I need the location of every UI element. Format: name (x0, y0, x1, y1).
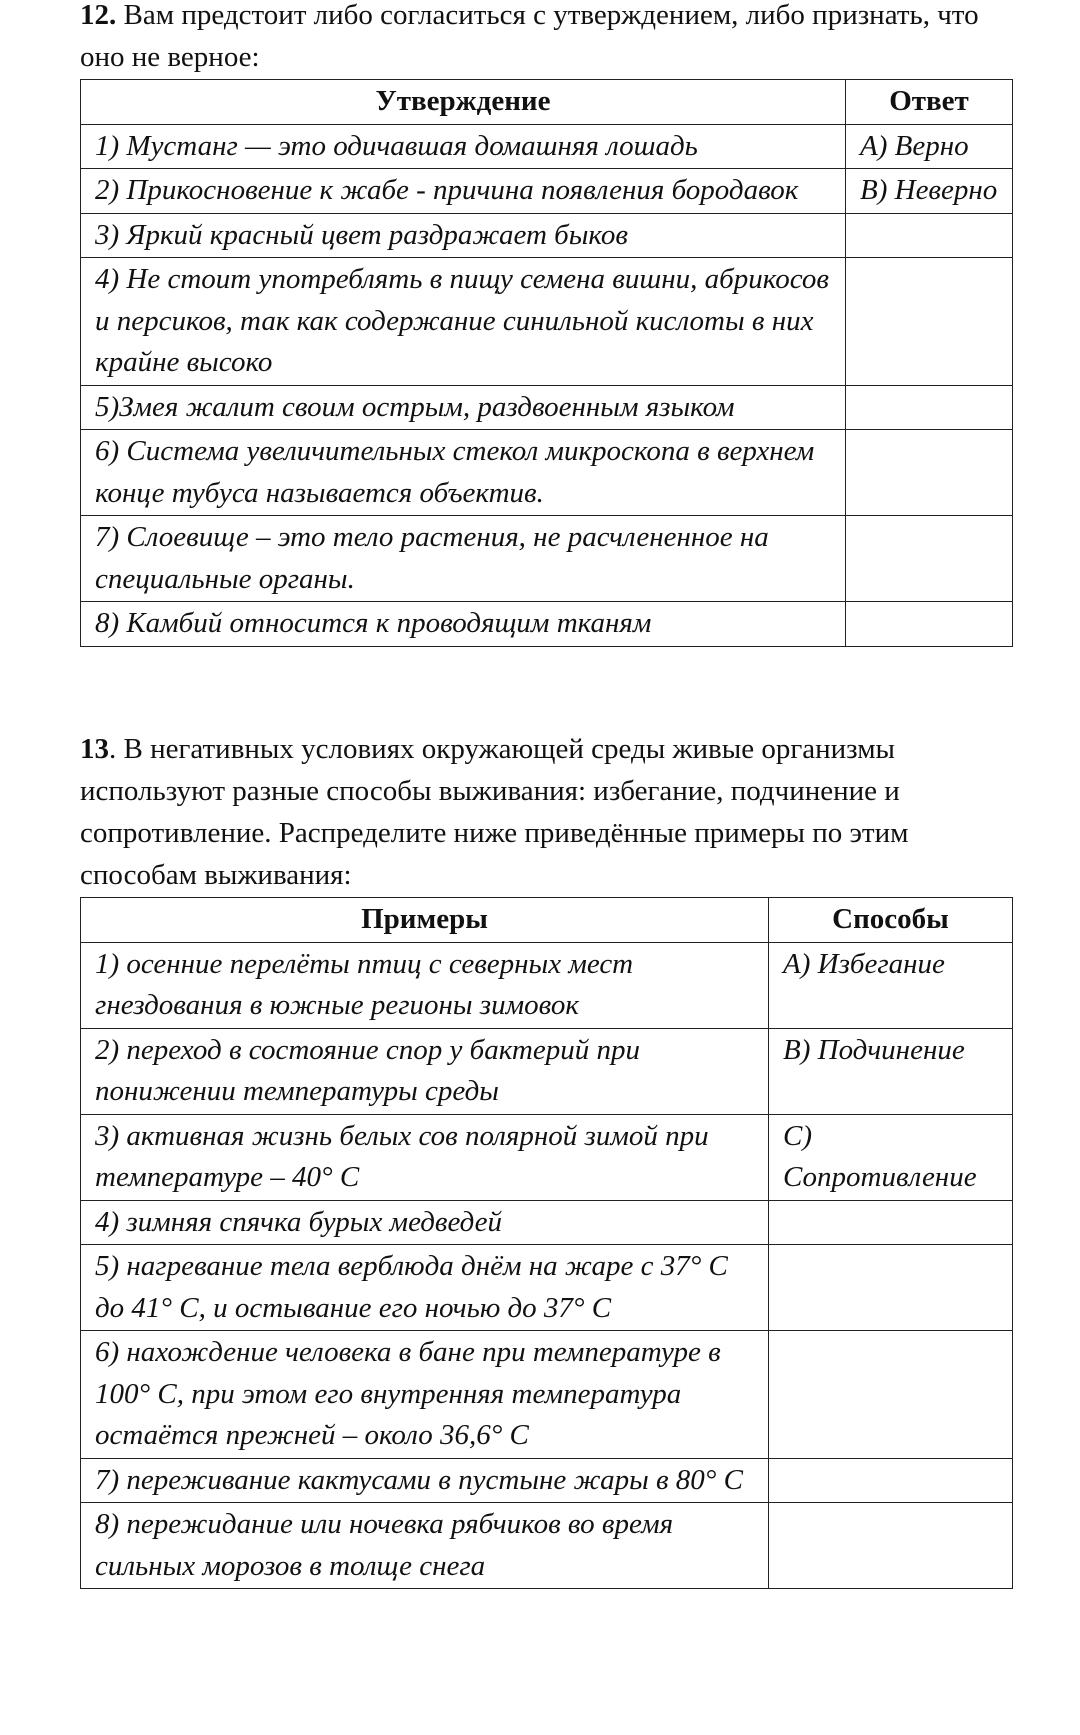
table-row (81, 430, 1013, 516)
example-cell: 8) пережидание или ночевка рябчиков во время сильных морозов в толще снега (81, 1503, 769, 1589)
task-12-intro-text: Вам предстоит либо согласиться с утверждением, либо признать, что оно не верное: (80, 0, 979, 73)
answer-cell (846, 602, 1013, 647)
statement-cell: 8) Камбий относится к проводящим тканям (81, 602, 846, 647)
table-header-row (81, 80, 1013, 125)
examples-table (80, 897, 1013, 1589)
table-row (81, 385, 1013, 430)
example-cell: 7) переживание кактусами в пустыне жары в 80° С (81, 1458, 769, 1503)
answer-cell: А) Верно (846, 124, 1013, 169)
table-row (81, 1114, 1013, 1200)
statement-cell: 4) Не стоит употреблять в пищу семена вишни, абрикосов и персиков, так как содержание синильной кислоты в них крайне высоко (81, 258, 846, 386)
header-statement: Утверждение (81, 80, 846, 125)
example-cell: 3) активная жизнь белых сов полярной зимой при температуре – 40° С (81, 1114, 769, 1200)
example-cell: 5) нагревание тела верблюда днём на жаре с 37° С до 41° С, и остывание его ночью до 37° С (81, 1245, 769, 1331)
method-cell (769, 1245, 1013, 1331)
task-13-intro (80, 728, 1015, 896)
task-13-number: 13 (80, 733, 109, 765)
task-12-number: 12. (80, 0, 117, 31)
statement-cell: 5)Змея жалит своим острым, раздвоенным языком (81, 385, 846, 430)
table-row (81, 516, 1013, 602)
table-row (81, 1200, 1013, 1245)
example-cell: 6) нахождение человека в бане при температуре в 100° С, при этом его внутренняя температура остаётся прежней – около 36,6° С (81, 1331, 769, 1459)
answer-cell (846, 516, 1013, 602)
statements-table (80, 79, 1013, 647)
table-row (81, 1245, 1013, 1331)
table-row (81, 169, 1013, 214)
method-cell: В) Подчинение (769, 1028, 1013, 1114)
table-header-row (81, 898, 1013, 943)
table-row (81, 213, 1013, 258)
header-methods: Способы (769, 898, 1013, 943)
answer-cell (846, 258, 1013, 386)
statement-cell: 3) Яркий красный цвет раздражает быков (81, 213, 846, 258)
method-cell (769, 1503, 1013, 1589)
example-cell: 4) зимняя спячка бурых медведей (81, 1200, 769, 1245)
statement-cell: 7) Слоевище – это тело растения, не расчлененное на специальные органы. (81, 516, 846, 602)
task-12-intro (80, 0, 1015, 78)
answer-cell (846, 430, 1013, 516)
header-answer: Ответ (846, 80, 1013, 125)
table-row (81, 602, 1013, 647)
method-cell: А) Избегание (769, 942, 1013, 1028)
table-row (81, 1331, 1013, 1459)
statement-cell: 1) Мустанг — это одичавшая домашняя лошадь (81, 124, 846, 169)
statement-cell: 6) Система увеличительных стекол микроскопа в верхнем конце тубуса называется объектив. (81, 430, 846, 516)
answer-cell (846, 213, 1013, 258)
table-row (81, 1028, 1013, 1114)
example-cell: 1) осенние перелёты птиц с северных мест гнездования в южные регионы зимовок (81, 942, 769, 1028)
task-13-intro-text: . В негативных условиях окружающей среды живые организмы используют разные способы выживания: избегание, подчинение и сопротивление. Распределите ниже приведённые примеры по этим способам выживания: (80, 733, 909, 891)
answer-cell (846, 385, 1013, 430)
method-cell (769, 1200, 1013, 1245)
answer-cell: В) Неверно (846, 169, 1013, 214)
table-row (81, 1503, 1013, 1589)
table-row (81, 942, 1013, 1028)
header-examples: Примеры (81, 898, 769, 943)
task-13 (80, 728, 1015, 1589)
table-row (81, 258, 1013, 386)
method-cell: С) Сопротивление (769, 1114, 1013, 1200)
method-cell (769, 1458, 1013, 1503)
method-cell (769, 1331, 1013, 1459)
example-cell: 2) переход в состояние спор у бактерий при понижении температуры среды (81, 1028, 769, 1114)
table-row (81, 1458, 1013, 1503)
statement-cell: 2) Прикосновение к жабе - причина появления бородавок (81, 169, 846, 214)
task-12 (80, 0, 1015, 647)
table-row (81, 124, 1013, 169)
